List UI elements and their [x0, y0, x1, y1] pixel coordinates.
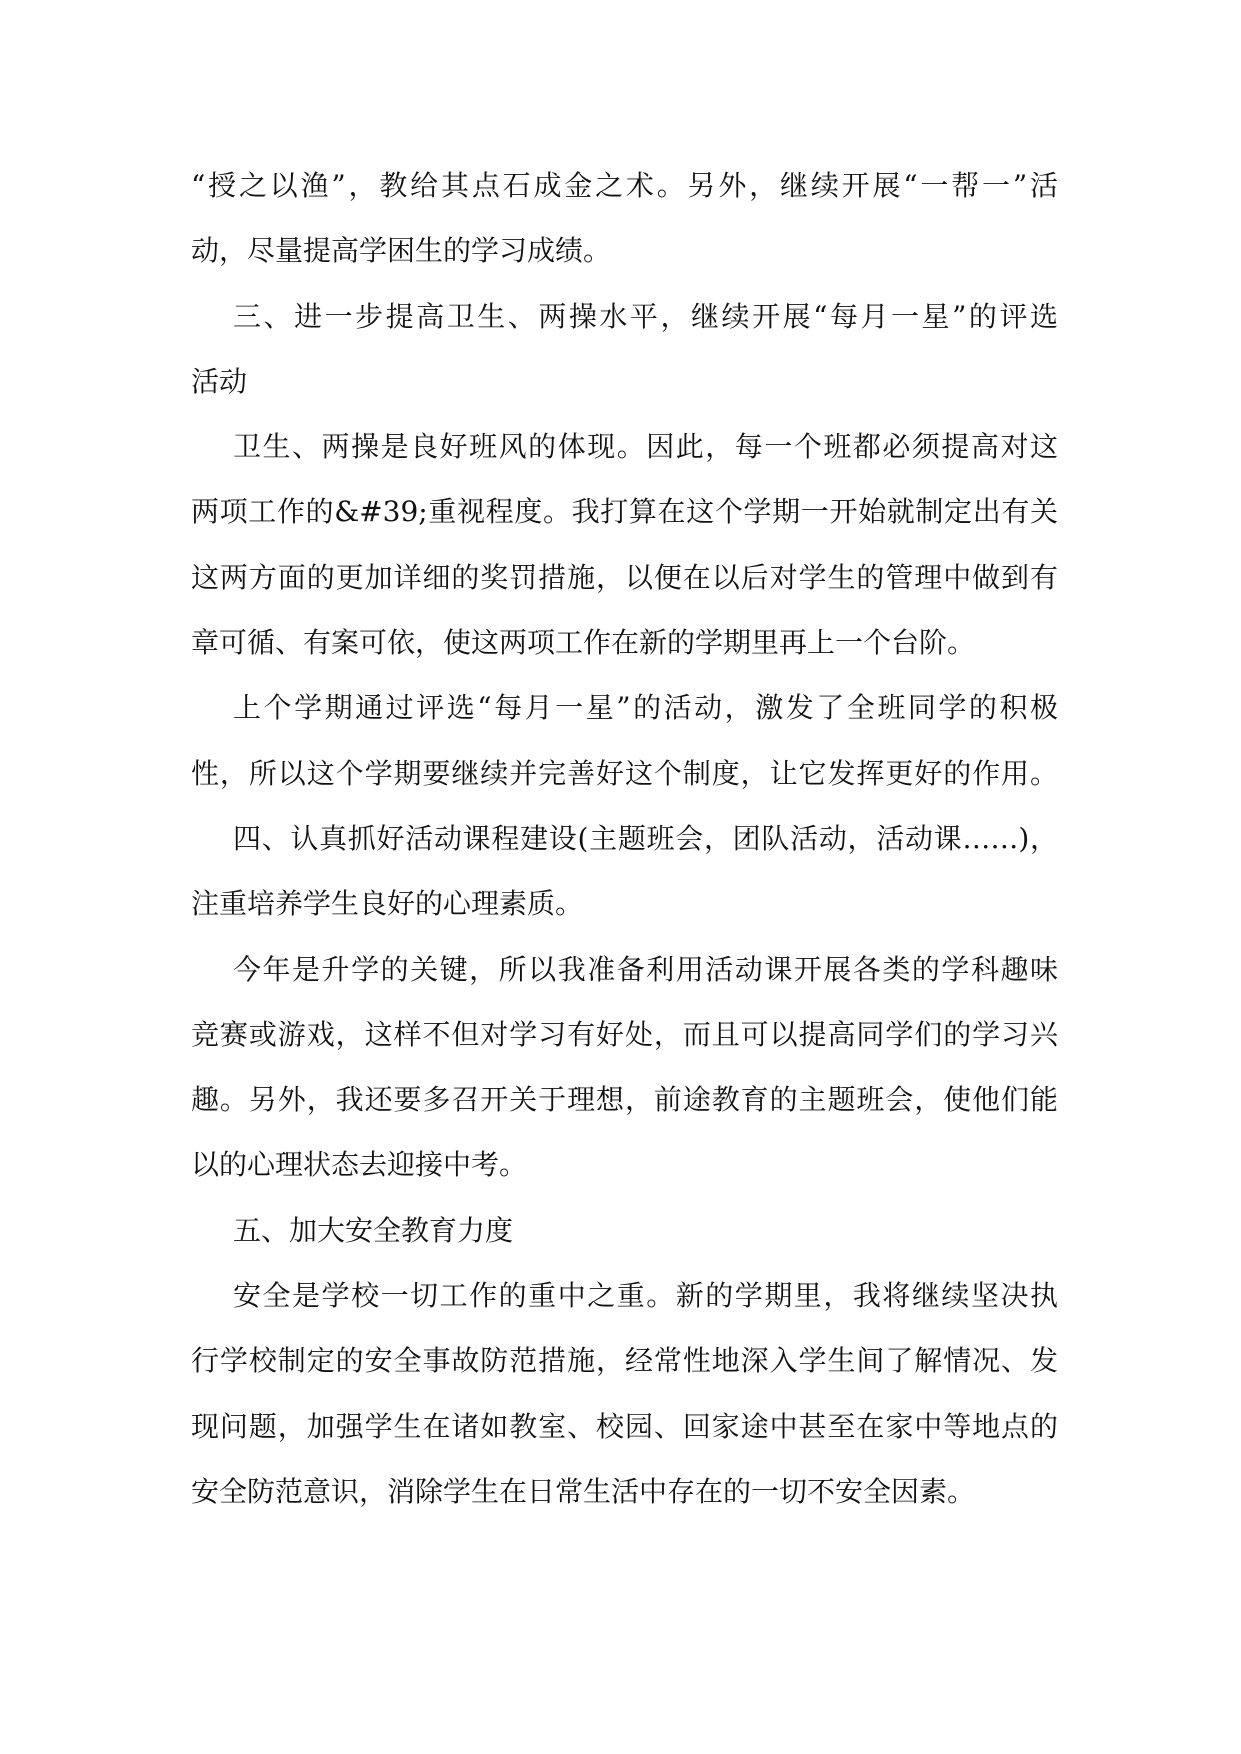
text-line: 今年是升学的关键，所以我准备利用活动课开展各类的学科趣味	[233, 952, 1058, 986]
text-line: 以的心理状态去迎接中考。	[191, 1148, 528, 1182]
text-line: 四、认真抓好活动课程建设(主题班会，团队活动，活动课……)，	[233, 821, 1058, 855]
paragraph	[191, 1263, 1058, 1524]
section-heading-3	[191, 284, 1058, 415]
text-line: 安全是学校一切工作的重中之重。新的学期里，我将继续坚决执	[233, 1279, 1058, 1313]
text-line: 卫生、两操是良好班风的体现。因此，每一个班都必须提高对这	[233, 430, 1058, 464]
text-line: 行学校制定的安全事故防范措施，经常性地深入学生间了解情况、发	[191, 1344, 1058, 1378]
paragraph	[191, 414, 1058, 675]
text-line: 注重培养学生良好的心理素质。	[191, 887, 584, 921]
text-line: 活动	[191, 364, 248, 398]
text-line: 章可循、有案可依，使这两项工作在新的学期里再上一个台阶。	[191, 626, 976, 660]
text-line: 安全防范意识，消除学生在日常生活中存在的一切不安全因素。	[191, 1474, 976, 1508]
text-line: 三、进一步提高卫生、两操水平，继续开展“每月一星”的评选	[233, 299, 1058, 333]
document-body	[191, 153, 1058, 1524]
text-line: 现问题，加强学生在诸如教室、校园、回家途中甚至在家中等地点的	[191, 1409, 1058, 1443]
text-line: 这两方面的更加详细的奖罚措施，以便在以后对学生的管理中做到有	[191, 560, 1058, 594]
text-line: 趣。另外，我还要多召开关于理想，前途教育的主题班会，使他们能	[191, 1083, 1058, 1117]
text-line: 五、加大安全教育力度	[233, 1213, 514, 1247]
text-line: 动，尽量提高学困生的学习成绩。	[191, 234, 612, 268]
text-line: 性，所以这个学期要继续并完善好这个制度，让它发挥更好的作用。	[191, 756, 1058, 790]
paragraph	[191, 675, 1058, 806]
section-heading-4	[191, 806, 1058, 937]
paragraph-continuation	[191, 153, 1058, 284]
section-heading-5	[191, 1198, 1058, 1263]
text-line: “授之以渔”，教给其点石成金之术。另外，继续开展“一帮一”活	[191, 169, 1058, 202]
text-line: 上个学期通过评选“每月一星”的活动，激发了全班同学的积极	[233, 691, 1058, 725]
paragraph	[191, 937, 1058, 1198]
text-line: 两项工作的&#39;重视程度。我打算在这个学期一开始就制定出有关	[191, 495, 1058, 529]
text-line: 竞赛或游戏，这样不但对学习有好处，而且可以提高同学们的学习兴	[191, 1017, 1058, 1051]
